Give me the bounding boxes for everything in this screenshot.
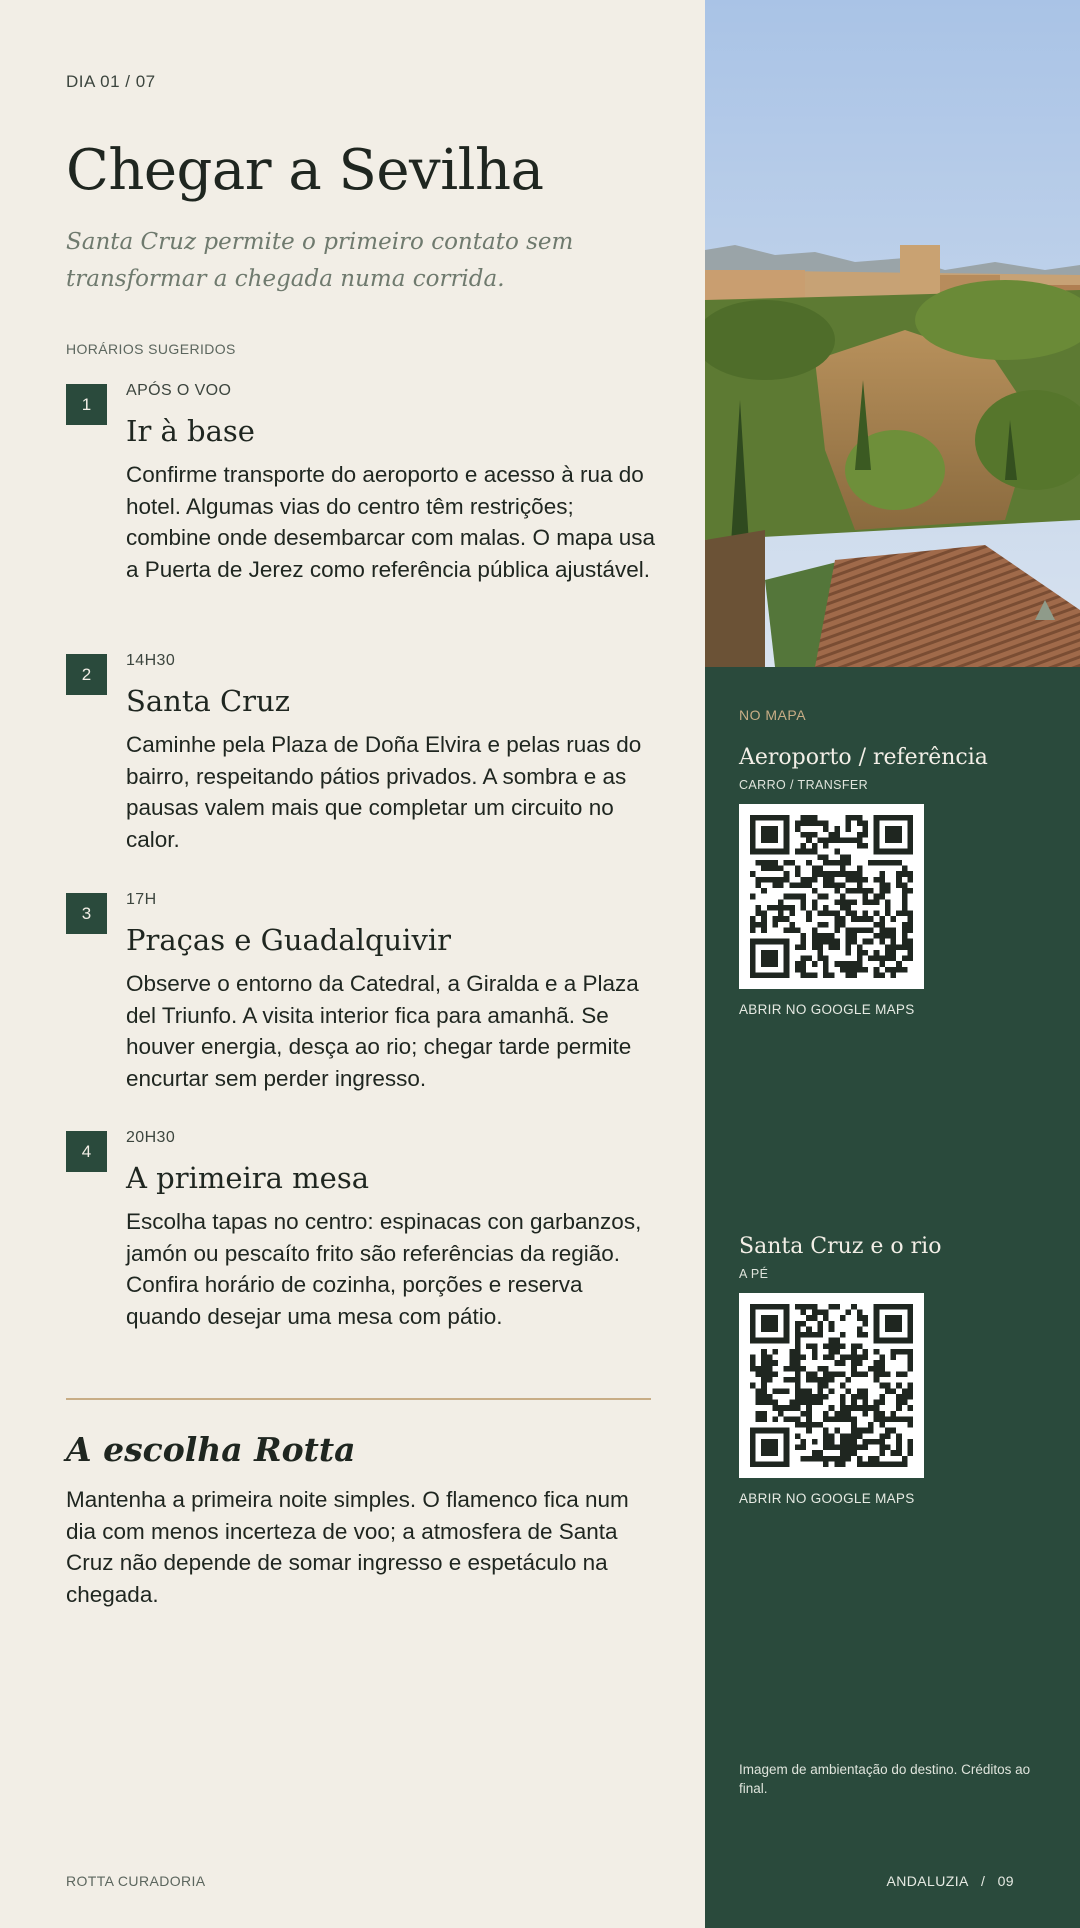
footer-region: ANDALUZIA [886,1873,969,1889]
qr-modules [750,815,913,978]
destination-photo [705,0,1080,667]
step-number-badge: 1 [66,384,107,425]
alhambra-landscape-image [705,0,1080,667]
map-section-label: NO MAPA [739,707,807,723]
choice-title: A escolha Rotta [66,1430,356,1469]
page-subtitle: Santa Cruz permite o primeiro contato sem transformar a chegada numa corrida. [66,229,574,292]
step-number-badge: 4 [66,1131,107,1172]
footer-separator: / [981,1873,986,1889]
step-title: Praças e Guadalquivir [126,923,451,957]
location-name: Santa Cruz e o rio [739,1234,942,1259]
qr-code-icon [750,1304,913,1467]
qr-modules [750,1304,913,1467]
step-time: 14H30 [126,652,176,669]
step-number-badge: 2 [66,654,107,695]
step-title: A primeira mesa [126,1161,370,1195]
step-time: APÓS O VOO [126,382,232,399]
footer-brand: ROTTA CURADORIA [66,1873,206,1889]
image-credits: Imagem de ambientação do destino. Créditos ao final. [739,1762,1031,1796]
page-title: Chegar a Sevilha [66,138,544,203]
map-location-2 [739,1234,1059,1506]
step-time: 20H30 [126,1129,176,1146]
location-travel-mode: CARRO / TRANSFER [739,778,869,792]
map-sidebar [705,0,1080,1928]
section-divider [66,1398,651,1400]
location-name: Aeroporto / referência [739,745,988,770]
step-description: Confirme transporte do aeroporto e acesso à rua do hotel. Algumas vias do centro têm restrições; combine onde desembarcar com malas. O mapa usa a Puerta de Jerez como referência pública ajustável. [126,462,656,582]
page-number: 09 [997,1873,1014,1889]
step-title: Santa Cruz [126,684,291,718]
choice-body: Mantenha a primeira noite simples. O flamenco fica num dia com menos incerteza de voo; a atmosfera de Santa Cruz não depende de somar ingresso e espetáculo na chegada. [66,1487,629,1607]
open-google-maps-link[interactable]: ABRIR NO GOOGLE MAPS [739,1002,915,1017]
qr-code[interactable] [739,804,924,989]
qr-code[interactable] [739,1293,924,1478]
qr-code-icon [750,815,913,978]
schedule-label: HORÁRIOS SUGERIDOS [66,341,236,357]
step-description: Caminhe pela Plaza de Doña Elvira e pelas ruas do bairro, respeitando pátios privados. A sombra e as pausas valem mais que completar um circuito no calor. [126,732,642,852]
footer-page-info [705,1873,1014,1889]
day-label: DIA 01 / 07 [66,72,156,91]
step-time: 17H [126,891,157,908]
map-location-1 [739,745,1059,1017]
step-title: Ir à base [126,414,255,448]
location-travel-mode: A PÉ [739,1267,769,1281]
step-description: Observe o entorno da Catedral, a Giralda e a Plaza del Triunfo. A visita interior fica para amanhã. Se houver energia, desça ao rio; chegar tarde permite encurtar sem perder ingresso. [126,971,639,1091]
open-google-maps-link[interactable]: ABRIR NO GOOGLE MAPS [739,1491,915,1506]
step-number-badge: 3 [66,893,107,934]
step-description: Escolha tapas no centro: espinacas con garbanzos, jamón ou pescaíto frito são referências da região. Confira horário de cozinha, porções e reserva quando desejar uma mesa com pátio. [126,1209,642,1329]
